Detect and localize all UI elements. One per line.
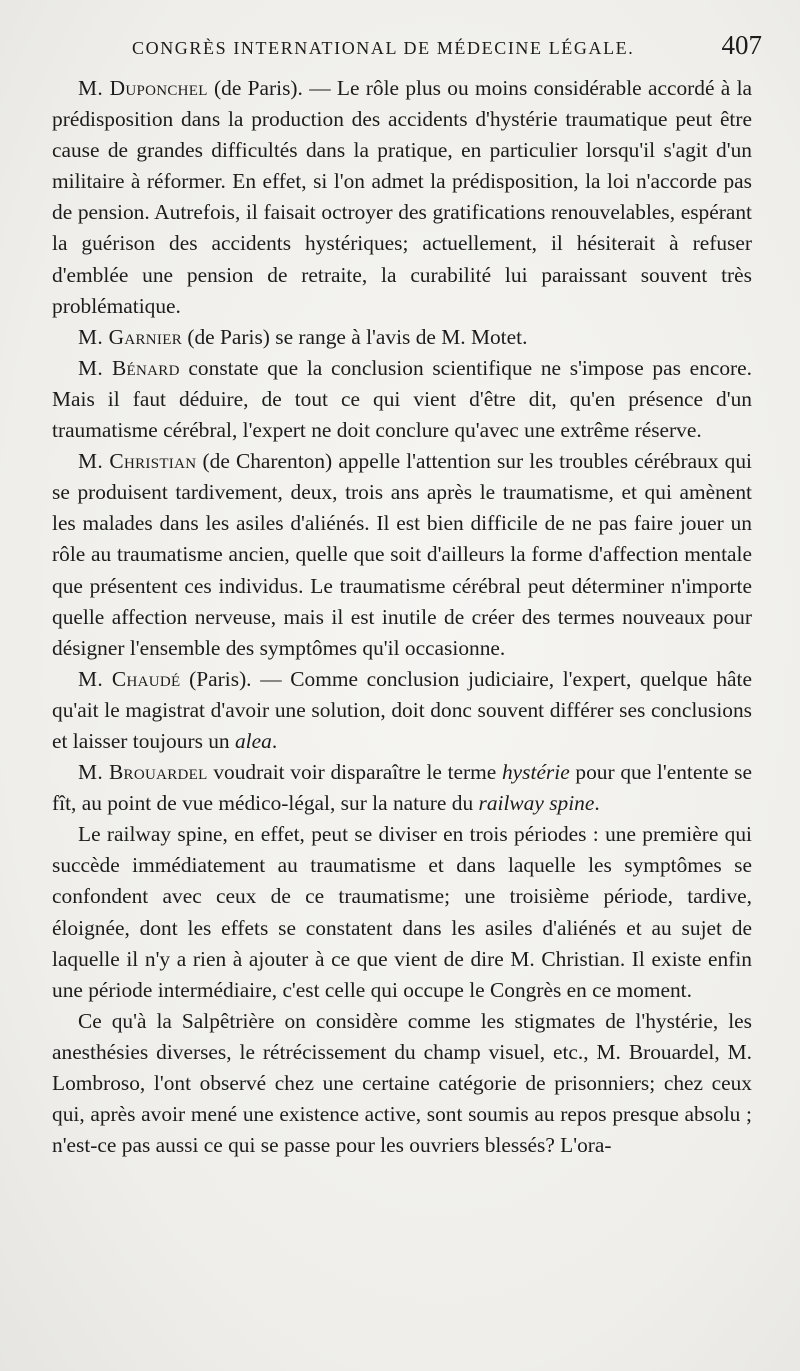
paragraph-text: . — [271, 728, 278, 753]
italic-term: alea — [234, 728, 272, 753]
speaker-name: M. Bénard — [78, 355, 180, 380]
paragraph-text: (de Charenton) appelle l'attention sur les troubles cérébraux qui se produisent tardivement, deux, trois ans après le traumatisme, et qui amènent les malades dans les asiles d'aliénés. Il est bien difficile de ne pas faire jouer un rôle au traumatisme ancien, quelle que soit d'ailleurs la forme d'affection mentale que présentent ces individus. Le traumatisme cérébral peut déterminer n'importe quelle affection nerveuse, mais il est inutile de créer des termes nouveaux pour désigner l'ensemble des symptômes qu'il occasionne. — [52, 449, 752, 660]
running-head: CONGRÈS INTERNATIONAL DE MÉDECINE LÉGALE. — [132, 38, 635, 58]
paragraph-text: voudrait voir disparaître le terme — [207, 760, 502, 785]
speaker-name: M. Chaudé — [78, 666, 181, 691]
paragraph-text: (Paris). — Comme conclusion judiciaire, l'expert, quelque hâte qu'ait le magistrat d'avoir une solution, doit donc souvent différer ses conclusions et laisser toujours un — [52, 666, 752, 753]
paragraph-text: (de Paris) se range à l'avis de M. Motet. — [182, 324, 528, 349]
paragraph-text: Ce qu'à la Salpêtrière on considère comme les stigmates de l'hystérie, les anesthésies diverses, le rétrécissement du champ visuel, etc., M. Brouardel, M. Lombroso, l'ont observé chez une certaine catégorie de prisonniers; chez ceux qui, après avoir mené une existence active, sont soumis au repos presque absolu ; n'est-ce pas aussi ce qui se passe pour les ouvriers blessés? L'ora- — [52, 1008, 752, 1158]
paragraph-brouardel — [52, 757, 752, 819]
paragraph-text: constate que la conclusion scientifique ne s'impose pas encore. Mais il faut déduire, de tout ce qui vient d'être dit, qu'en présence d'un traumatisme cérébral, l'expert ne doit conclure qu'avec une extrême réserve. — [52, 355, 752, 443]
speaker-name: M. Brouardel — [78, 760, 208, 785]
italic-term: railway spine — [478, 791, 595, 816]
paragraph-garnier — [52, 322, 752, 353]
paragraph-text: . — [594, 791, 600, 816]
paragraph-railway-spine — [52, 819, 752, 1006]
paragraph-duponchel — [52, 73, 752, 322]
paragraph-benard — [52, 353, 752, 446]
page-number: 407 — [721, 30, 762, 60]
speaker-name: M. Garnier — [78, 324, 182, 349]
paragraph-chaude — [52, 664, 752, 757]
paragraph-text: (de Paris). — Le rôle plus ou moins considérable accordé à la prédisposition dans la production des accidents d'hystérie traumatique peut être cause de grandes difficultés dans la pratique, en particulier lorsqu'il s'agit d'un militaire à réformer. En effet, si l'on admet la prédisposition, la loi n'accorde pas de pension. Autrefois, il faisait octroyer des gratifications renouvelables, espérant la guérison des accidents hystériques; actuellement, il hésiterait à refuser d'emblée une pension de retraite, la curabilité lui paraissant souvent très problématique. — [52, 76, 753, 318]
italic-term: hystérie — [501, 760, 570, 785]
paragraph-text: Le railway spine, en effet, peut se diviser en trois périodes : une première qui succède immédiatement au traumatisme et dans laquelle les symptômes se confondent avec ceux de ce traumatisme; une troisième période, tardive, éloignée, dont les effets se constatent dans les asiles d'aliénés et au sujet de laquelle il n'y a rien à ajouter à ce que vient de dire M. Christian. Il existe enfin une période intermédiaire, c'est celle qui occupe le Congrès en ce moment. — [52, 822, 752, 1002]
paragraph-salpetriere — [52, 1006, 752, 1161]
page-header — [60, 30, 762, 70]
speaker-name: M. Duponchel — [78, 76, 208, 100]
paragraph-text: pour que l'entente se fît, au point de vue médico-légal, sur la nature du — [52, 760, 752, 816]
page-body — [52, 73, 752, 1161]
speaker-name: M. Christian — [78, 449, 197, 474]
paragraph-christian — [52, 446, 752, 664]
